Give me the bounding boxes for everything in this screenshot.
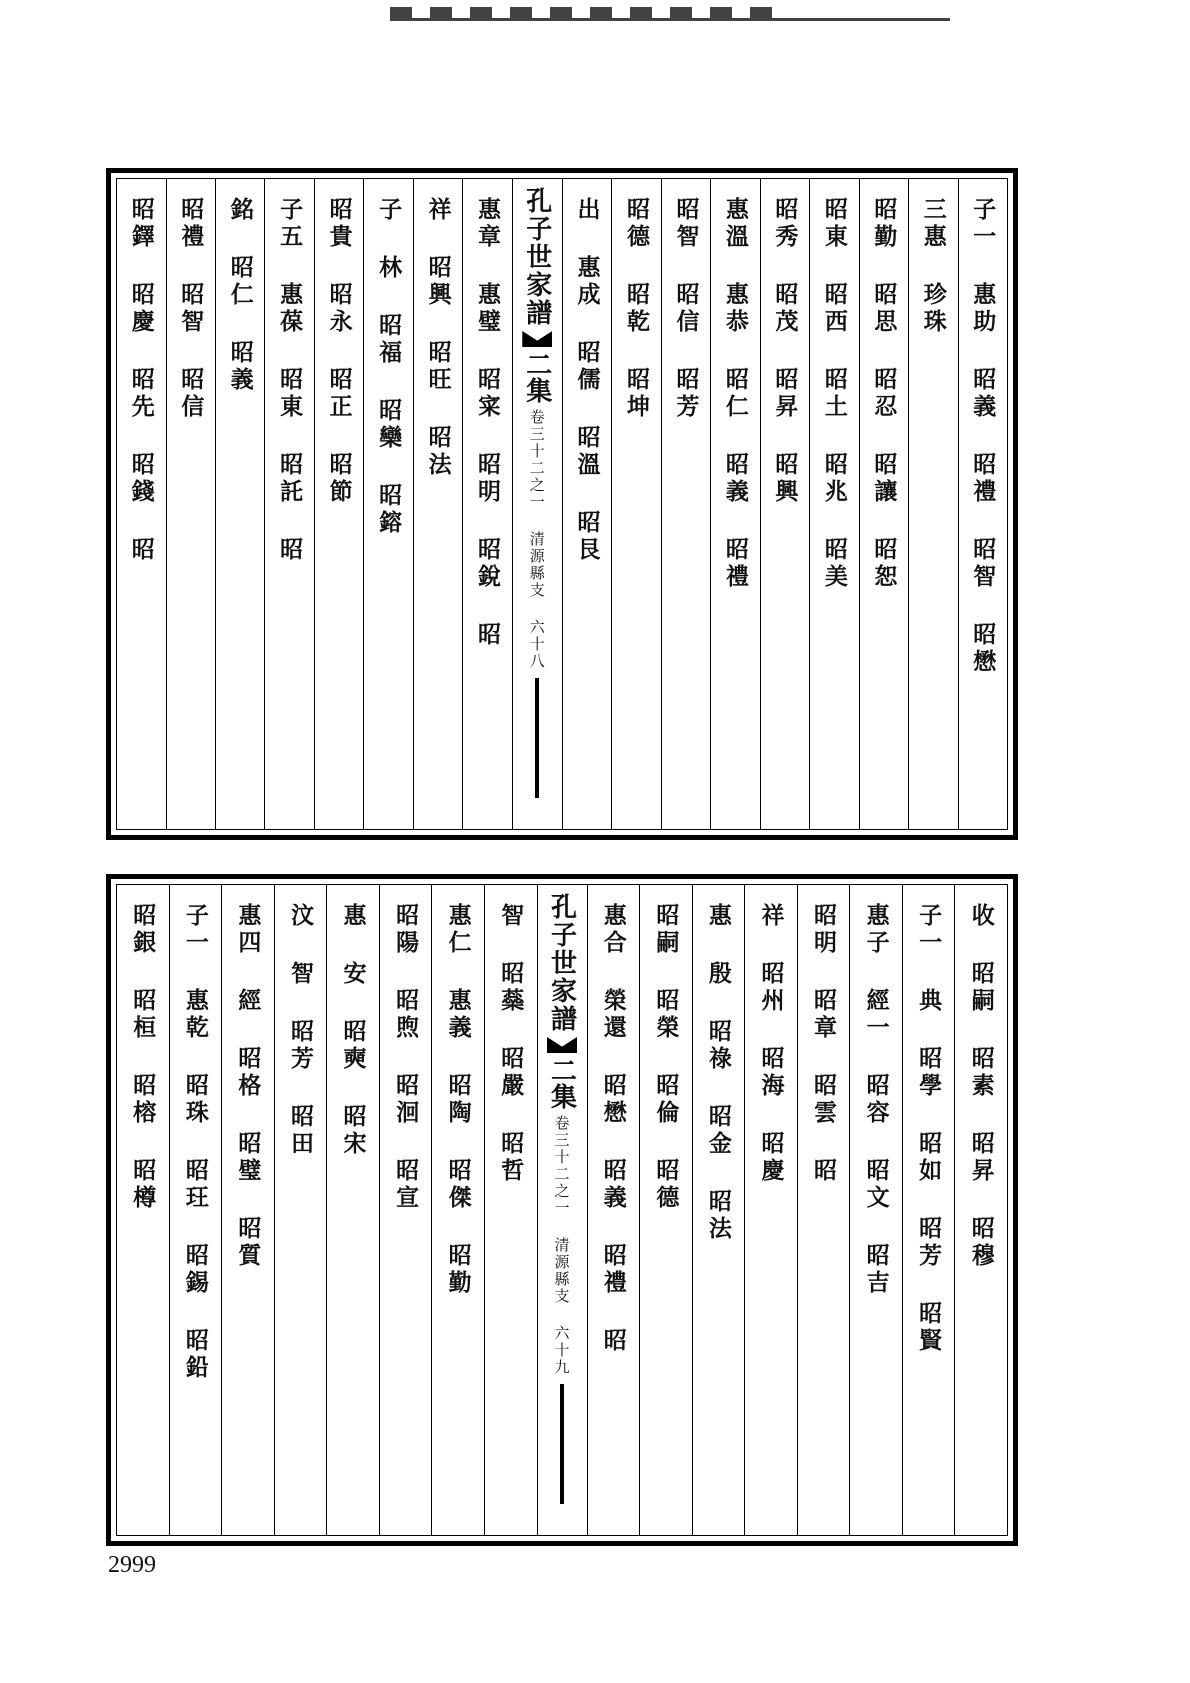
genealogy-column — [760, 179, 809, 829]
genealogy-column — [484, 885, 537, 1535]
book-title: 孔子世家譜 — [546, 893, 577, 1033]
genealogy-column — [221, 885, 274, 1535]
genealogy-page-upper — [106, 168, 1018, 840]
column-text: 祥 昭興 昭旺 昭法 — [424, 197, 452, 479]
column-text: 昭鐸 昭慶 昭先 昭錢 昭 — [127, 197, 155, 564]
column-text: 子一 惠助 昭義 昭禮 昭智 昭懋 — [969, 197, 997, 676]
column-text: 收 昭嗣 昭素 昭昇 昭穆 — [967, 903, 995, 1270]
book-title: 孔子世家譜 — [521, 187, 552, 327]
column-text: 子一 惠乾 昭珠 昭玨 昭錫 昭鉛 — [181, 903, 209, 1382]
genealogy-column — [902, 885, 955, 1535]
column-text: 昭陽 昭煦 昭洄 昭宣 — [392, 903, 420, 1212]
column-text: 昭貴 昭永 昭正 昭節 — [325, 197, 353, 506]
page-number: 2999 — [108, 1552, 156, 1578]
genealogy-column — [954, 885, 1007, 1535]
column-text: 汶 智 昭芳 昭田 — [286, 903, 314, 1158]
genealogy-column — [744, 885, 797, 1535]
genealogy-column — [117, 885, 169, 1535]
genealogy-column — [431, 885, 484, 1535]
genealogy-column — [363, 179, 412, 829]
collection-label: 二集 — [546, 1057, 577, 1109]
genealogy-column — [169, 885, 222, 1535]
column-text: 惠 安 昭奭 昭宋 — [339, 903, 367, 1158]
genealogy-column — [797, 885, 850, 1535]
column-text: 祥 昭州 昭海 昭慶 — [757, 903, 785, 1185]
column-text: 惠四 經 昭格 昭璧 昭質 — [234, 903, 262, 1270]
genealogy-column — [958, 179, 1007, 829]
genealogy-column — [166, 179, 215, 829]
genealogy-column — [611, 179, 660, 829]
genealogy-column — [117, 179, 165, 829]
column-text: 惠章 惠璧 昭寀 昭明 昭銳 昭 — [474, 197, 502, 649]
banner-rule — [560, 1384, 564, 1504]
fish-tail-mark-icon — [547, 1037, 577, 1053]
genealogy-column — [849, 885, 902, 1535]
banner-rule — [535, 678, 539, 798]
collection-label: 二集 — [521, 351, 552, 403]
column-text: 三惠 珍珠 — [919, 197, 947, 336]
column-text: 惠 殷 昭祿 昭金 昭法 — [704, 903, 732, 1243]
genealogy-column — [639, 885, 692, 1535]
column-text: 昭智 昭信 昭芳 — [672, 197, 700, 421]
genealogy-column — [859, 179, 908, 829]
genealogy-column — [562, 179, 611, 829]
column-text: 智 昭蘂 昭嚴 昭哲 — [497, 903, 525, 1185]
volume-branch-page: 卷三十二之一 清源縣支 六十九 — [552, 1115, 571, 1376]
column-text: 昭銀 昭桓 昭榕 昭樽 — [129, 903, 157, 1212]
column-text: 子五 惠葆 昭東 昭託 昭 — [276, 197, 304, 564]
title-banner — [512, 179, 562, 829]
column-text: 惠子 經一 昭容 昭文 昭吉 — [862, 903, 890, 1297]
column-text: 惠仁 惠義 昭陶 昭傑 昭勤 — [444, 903, 472, 1297]
scan-artifact-top — [390, 4, 950, 21]
genealogy-column — [908, 179, 957, 829]
genealogy-column — [326, 885, 379, 1535]
genealogy-page-lower — [106, 874, 1018, 1546]
genealogy-column — [462, 179, 511, 829]
column-text: 惠溫 惠恭 昭仁 昭義 昭禮 — [721, 197, 749, 591]
genealogy-column — [661, 179, 710, 829]
column-text: 銘 昭仁 昭義 — [226, 197, 254, 394]
column-text: 昭秀 昭茂 昭昇 昭興 — [771, 197, 799, 506]
genealogy-column — [809, 179, 858, 829]
genealogy-column — [379, 885, 432, 1535]
column-text: 昭東 昭西 昭土 昭兆 昭美 — [820, 197, 848, 591]
fish-tail-mark-icon — [522, 331, 552, 347]
genealogy-column — [587, 885, 640, 1535]
genealogy-column — [274, 885, 327, 1535]
genealogy-column — [710, 179, 759, 829]
column-text: 昭明 昭章 昭雲 昭 — [810, 903, 838, 1185]
columns-lower — [117, 885, 1007, 1535]
genealogy-column — [413, 179, 462, 829]
columns-upper — [117, 179, 1007, 829]
column-text: 子一 典 昭學 昭如 昭芳 昭賢 — [915, 903, 943, 1355]
genealogy-column — [215, 179, 264, 829]
genealogy-column — [314, 179, 363, 829]
column-text: 昭禮 昭智 昭信 — [177, 197, 205, 421]
title-banner — [537, 885, 587, 1535]
column-text: 昭嗣 昭榮 昭倫 昭德 — [652, 903, 680, 1212]
volume-branch-page: 卷三十二之一 清源縣支 六十八 — [527, 409, 546, 670]
column-text: 出 惠成 昭儒 昭溫 昭艮 — [573, 197, 601, 564]
column-text: 昭德 昭乾 昭坤 — [622, 197, 650, 421]
column-text: 昭勤 昭思 昭忍 昭讓 昭恕 — [870, 197, 898, 591]
column-text: 子 林 昭福 昭欒 昭鎔 — [375, 197, 403, 537]
column-text: 惠合 榮還 昭懋 昭義 昭禮 昭 — [599, 903, 627, 1355]
genealogy-column — [264, 179, 313, 829]
genealogy-column — [692, 885, 745, 1535]
